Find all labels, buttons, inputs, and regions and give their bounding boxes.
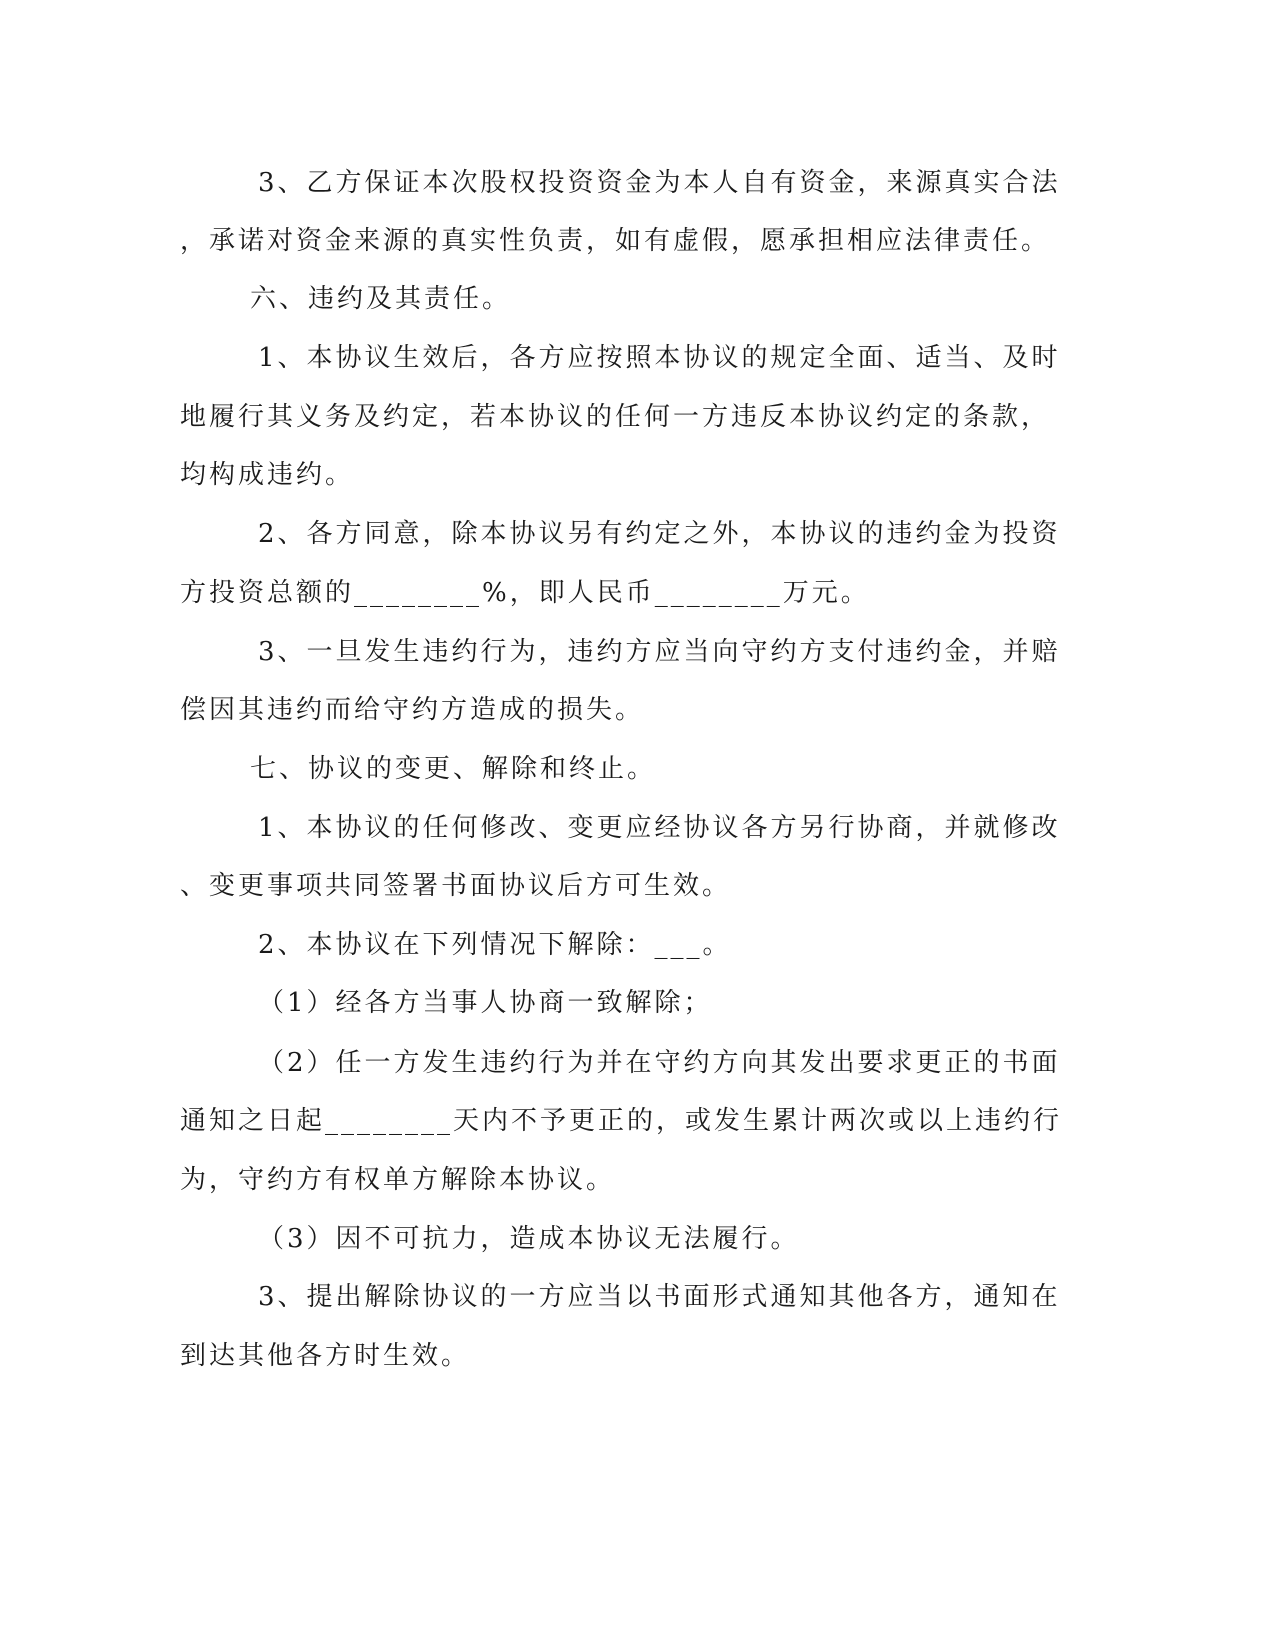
paragraph-line: （2）任一方发生违约行为并在守约方向其发出要求更正的书面: [258, 1048, 1061, 1078]
paragraph-line: 3、提出解除协议的一方应当以书面形式通知其他各方，通知在: [258, 1282, 1061, 1312]
paragraph-line: 1、本协议生效后，各方应按照本协议的规定全面、适当、及时: [258, 343, 1061, 373]
paragraph-line: 通知之日起________天内不予更正的，或发生累计两次或以上违约行: [180, 1106, 1063, 1136]
paragraph-line: 2、各方同意，除本协议另有约定之外，本协议的违约金为投资: [258, 519, 1061, 549]
paragraph-line: 2、本协议在下列情况下解除：___。: [258, 930, 732, 960]
paragraph-line: 3、一旦发生违约行为，违约方应当向守约方支付违约金，并赔: [258, 637, 1061, 667]
paragraph-line: 3、乙方保证本次股权投资资金为本人自有资金，来源真实合法: [258, 168, 1061, 198]
paragraph-line: 1、本协议的任何修改、变更应经协议各方另行协商，并就修改: [258, 813, 1061, 843]
paragraph-line: 方投资总额的________%，即人民币________万元。: [180, 578, 870, 608]
paragraph-line: （3）因不可抗力，造成本协议无法履行。: [258, 1224, 800, 1254]
paragraph-line: 地履行其义务及约定，若本协议的任何一方违反本协议约定的条款，: [180, 402, 1051, 432]
section-heading: 六、违约及其责任。: [250, 284, 512, 314]
paragraph-line: 、变更事项共同签署书面协议后方可生效。: [180, 871, 732, 901]
paragraph-line: 到达其他各方时生效。: [180, 1341, 471, 1371]
paragraph-line: 为，守约方有权单方解除本协议。: [180, 1165, 616, 1195]
paragraph-line: 均构成违约。: [180, 460, 355, 490]
paragraph-line: （1）经各方当事人协商一致解除；: [258, 988, 713, 1018]
section-heading: 七、协议的变更、解除和终止。: [250, 754, 657, 784]
paragraph-line: ，承诺对资金来源的真实性负责，如有虚假，愿承担相应法律责任。: [180, 226, 1051, 256]
paragraph-line: 偿因其违约而给守约方造成的损失。: [180, 695, 645, 725]
